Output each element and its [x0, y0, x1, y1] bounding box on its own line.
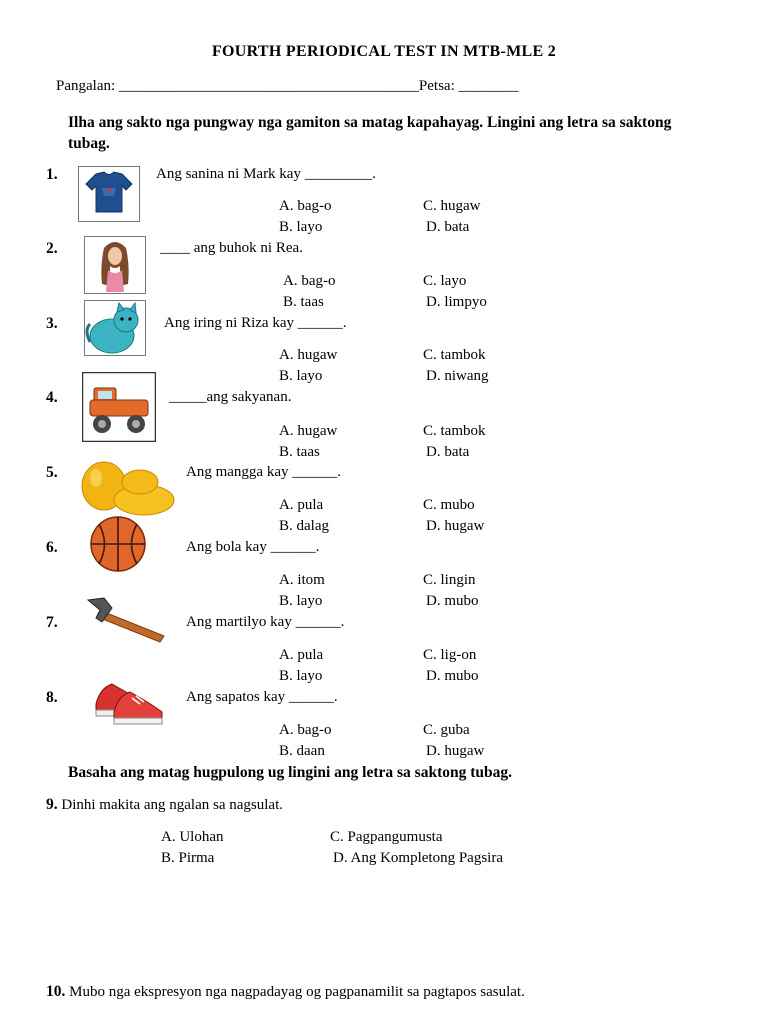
option-c[interactable]: C. lig-on	[423, 647, 477, 663]
option-a[interactable]: A. pula	[279, 497, 324, 513]
option-b[interactable]: B. dalag	[279, 518, 329, 534]
section2-instructions: Basaha ang matag hugpulong ug lingini ang letra sa saktong tubag.	[68, 764, 513, 781]
truck-icon	[82, 372, 156, 442]
option-a[interactable]: A. hugaw	[279, 347, 338, 363]
option-a[interactable]: A. hugaw	[279, 423, 338, 439]
option-a[interactable]: A. Ulohan	[161, 829, 224, 845]
option-b[interactable]: B. layo	[279, 668, 323, 684]
page-title: FOURTH PERIODICAL TEST IN MTB-MLE 2	[211, 43, 557, 60]
option-c[interactable]: C. mubo	[423, 497, 475, 513]
girl-icon	[84, 236, 146, 294]
cat-icon	[84, 300, 146, 356]
option-b[interactable]: B. layo	[279, 593, 323, 609]
mango-icon	[80, 460, 176, 518]
option-b[interactable]: B. taas	[279, 444, 320, 460]
option-c[interactable]: C. layo	[423, 273, 467, 289]
option-a[interactable]: A. pula	[279, 647, 324, 663]
option-c[interactable]: C. guba	[423, 722, 470, 738]
name-date-line: Pangalan: ________________________________________Petsa: ________	[56, 78, 519, 94]
option-b[interactable]: B. Pirma	[161, 850, 215, 866]
question-number: 3.	[46, 315, 58, 332]
question-text: ____ ang buhok ni Rea.	[160, 240, 303, 256]
question-9	[46, 796, 283, 814]
option-c[interactable]: C. Pagpangumusta	[330, 829, 443, 845]
option-a[interactable]: A. bag-o	[279, 722, 332, 738]
option-d[interactable]: D. bata	[426, 444, 470, 460]
question-number: 6.	[46, 539, 58, 556]
question-number: 8.	[46, 689, 58, 706]
question-number: 2.	[46, 240, 58, 257]
question-number: 7.	[46, 614, 58, 631]
option-d[interactable]: D. mubo	[426, 668, 479, 684]
option-c[interactable]: C. tambok	[423, 423, 486, 439]
question-number: 9.	[46, 796, 58, 813]
option-d[interactable]: D. niwang	[426, 368, 489, 384]
question-text: Ang martilyo kay ______.	[186, 614, 345, 630]
option-b[interactable]: B. layo	[279, 368, 323, 384]
question-text: Dinhi makita ang ngalan sa nagsulat.	[57, 797, 283, 813]
question-number: 4.	[46, 389, 58, 406]
option-d[interactable]: D. limpyo	[426, 294, 487, 310]
option-d[interactable]: D. bata	[426, 219, 470, 235]
question-10	[46, 983, 525, 1001]
question-number: 10.	[46, 983, 66, 1000]
shirt-icon	[78, 166, 140, 222]
question-text: Mubo nga ekspresyon nga nagpadayag og pagpanamilit sa pagtapos sasulat.	[65, 984, 525, 1000]
option-d[interactable]: D. Ang Kompletong Pagsira	[333, 850, 503, 866]
option-d[interactable]: D. hugaw	[426, 518, 485, 534]
question-text: Ang bola kay ______.	[186, 539, 320, 555]
question-text: Ang sanina ni Mark kay _________.	[156, 166, 376, 182]
question-number: 1.	[46, 166, 58, 183]
instructions: Ilha ang sakto nga pungway nga gamiton sa matag kapahayag. Lingini ang letra sa saktong tubag.	[68, 114, 672, 152]
option-b[interactable]: B. taas	[283, 294, 324, 310]
option-a[interactable]: A. bag-o	[283, 273, 336, 289]
option-d[interactable]: D. mubo	[426, 593, 479, 609]
question-text: _____ang sakyanan.	[169, 389, 292, 405]
option-c[interactable]: C. tambok	[423, 347, 486, 363]
question-text: Ang sapatos kay ______.	[186, 689, 338, 705]
shoes-icon	[92, 674, 166, 726]
question-number: 5.	[46, 464, 58, 481]
option-a[interactable]: A. itom	[279, 572, 325, 588]
question-text: Ang mangga kay ______.	[186, 464, 341, 480]
option-c[interactable]: C. hugaw	[423, 198, 481, 214]
hammer-icon	[82, 596, 168, 644]
option-c[interactable]: C. lingin	[423, 572, 476, 588]
option-b[interactable]: B. layo	[279, 219, 323, 235]
option-a[interactable]: A. bag-o	[279, 198, 332, 214]
question-text: Ang iring ni Riza kay ______.	[164, 315, 347, 331]
basketball-icon	[88, 514, 148, 574]
option-b[interactable]: B. daan	[279, 743, 325, 759]
option-d[interactable]: D. hugaw	[426, 743, 485, 759]
